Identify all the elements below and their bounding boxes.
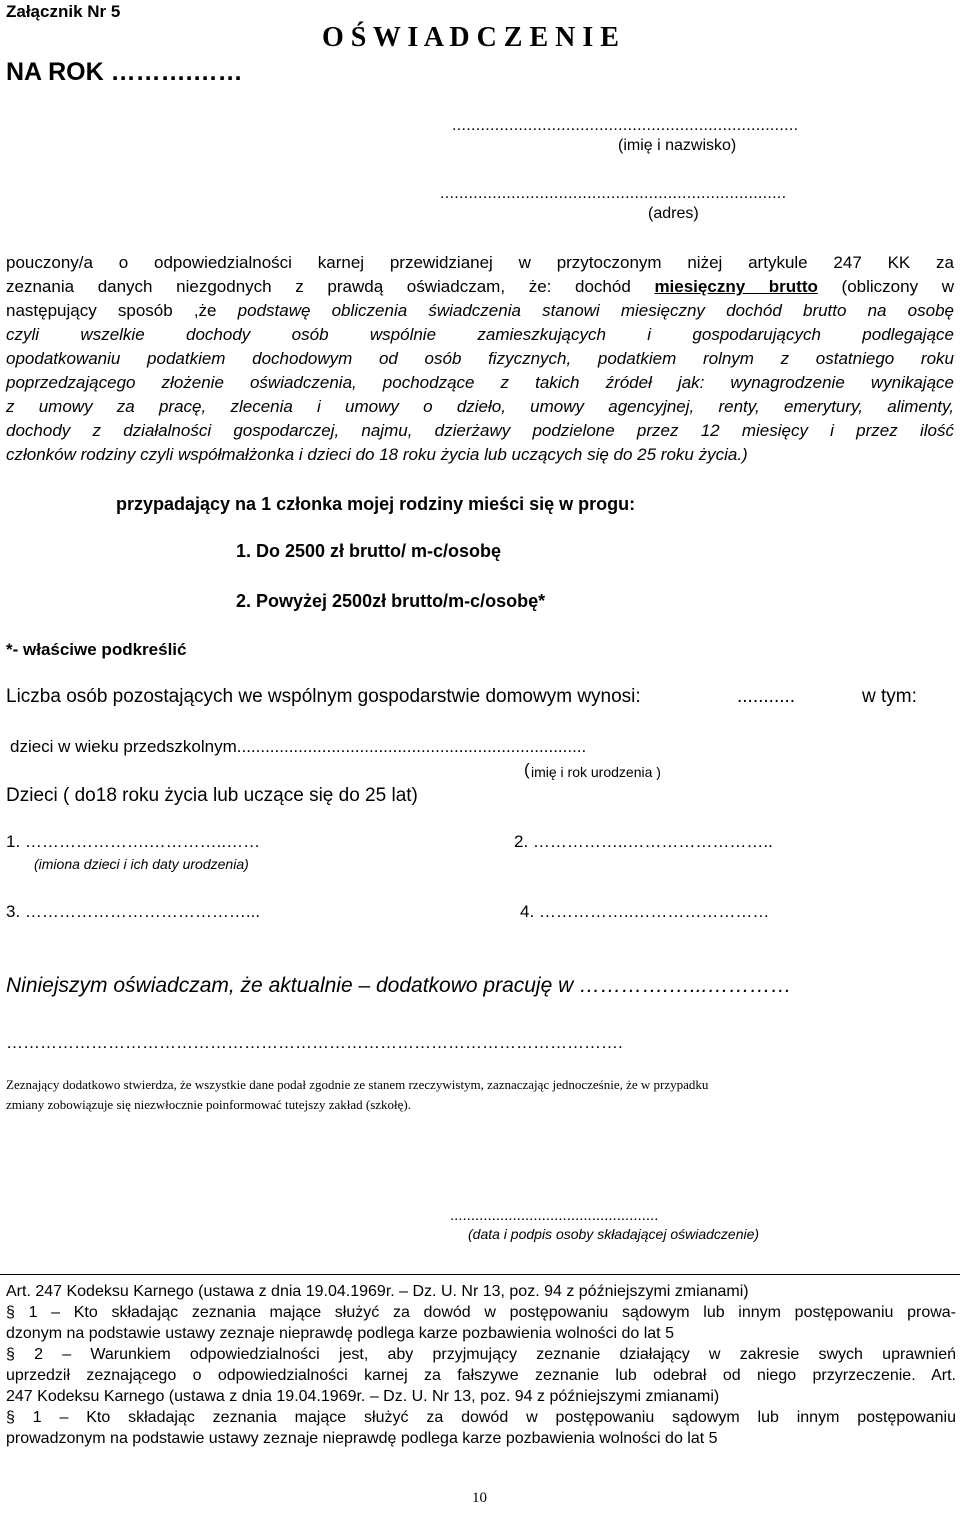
annex-label: Załącznik Nr 5	[6, 2, 121, 21]
in-that-label: w tym:	[862, 686, 917, 707]
name-caption: (imię i nazwisko)	[618, 137, 737, 154]
child-3-field[interactable]: 3. …………………………………...	[6, 902, 261, 921]
article-line-1: Art. 247 Kodeksu Karnego (ustawa z dnia 19.04.1969r. – Dz. U. Nr 13, poz. 94 z późniejszymi zmianami)	[6, 1283, 749, 1300]
page-title: O Ś W I A D C Z E N I E	[322, 22, 619, 53]
page-number: 10	[472, 1490, 487, 1506]
intro-line-7: z umowy za pracę, zlecenia i umowy o dzieło, umowy agencyjnej, renty, emerytury, alimenty,	[6, 397, 954, 416]
household-count-label: Liczba osób pozostających we wspólnym gospodarstwie domowym wynosi:	[6, 686, 641, 707]
address-caption: (adres)	[648, 205, 699, 222]
footnote-divider	[0, 1274, 960, 1275]
intro-line-5: opodatkowaniu podatkiem dochodowym od osób fizycznych, podatkiem rolnym z ostatniego roku	[6, 349, 954, 368]
children-caption: (imiona dzieci i ich daty urodzenia)	[34, 856, 249, 872]
article-line-5: uprzedził zeznającego o odpowiedzialności karnej za fałszywe zeznanie lub odebrał od niego przyrzeczenie. Art.	[6, 1367, 956, 1384]
threshold-option-1[interactable]: 1. Do 2500 zł brutto/ m-c/osobę	[236, 541, 502, 561]
preschool-caption-paren: (	[524, 760, 530, 779]
declarant-notice-line-2: zmiany zobowiązuje się niezwłocznie poinformować tutejszy zakład (szkołę).	[6, 1097, 412, 1112]
year-label: NA ROK ……….……	[6, 58, 243, 86]
signature-caption: (data i podpis osoby składającej oświadczenie)	[468, 1226, 760, 1242]
intro-line-1: pouczony/a o odpowiedzialności karnej przewidzianej w przytoczonym niżej artykule 247 KK za	[6, 253, 954, 272]
article-line-2: § 1 – Kto składając zeznania mające służyć za dowód w postępowaniu sądowym lub innym postępowaniu prowa-	[6, 1304, 956, 1321]
monthly-gross-emphasis: miesięczny brutto	[654, 277, 818, 296]
threshold-heading: przypadający na 1 członka mojej rodziny mieści się w progu:	[116, 494, 636, 514]
article-line-8: prowadzonym na podstawie ustawy zeznaje nieprawdę podlega karze pozbawienia wolności do lat 5	[6, 1430, 718, 1447]
article-line-4: § 2 – Warunkiem odpowiedzialności jest, aby przyjmujący zeznanie działający w zakresie swych uprawnień	[6, 1346, 956, 1363]
intro-line-2: zeznania danych niezgodnych z prawdą oświadczam, że: dochód miesięczny brutto (obliczony w	[6, 277, 954, 296]
signature-field[interactable]: ..................................................	[450, 1207, 659, 1224]
name-field[interactable]: .........................................................................	[452, 117, 799, 134]
household-count-field[interactable]: ...........	[737, 686, 796, 707]
article-247-text	[6, 1281, 956, 1449]
children-label: Dzieci ( do18 roku życia lub uczące się do 25 lat)	[6, 785, 418, 806]
intro-line-6: poprzedzającego złożenie oświadczenia, pochodzące z takich źródeł jak: wynagrodzenie wynikające	[6, 373, 954, 392]
child-2-field[interactable]: 2. ……………..……………………..	[514, 832, 773, 851]
child-4-field[interactable]: 4. ……………..……………………	[520, 902, 770, 921]
intro-line-3: następujący sposób ,że podstawę obliczenia świadczenia stanowi miesięczny dochód brutto na osobę	[6, 301, 954, 320]
declarant-notice-line-1: Zeznający dodatkowo stwierdza, że wszystkie dane podał zgodnie ze stanem rzeczywistym, zaznaczając jednocześnie, że w przypadku	[6, 1077, 709, 1092]
article-line-7: § 1 – Kto składając zeznania mające służyć za dowód w postępowaniu sądowym lub innym postępowaniu	[6, 1409, 956, 1426]
intro-line-4: czyli wszelkie dochody osób wspólnie zamieszkujących i gospodarujących podlegające	[6, 325, 954, 344]
intro-line-8: dochody z działalności gospodarczej, najmu, dzierżawy podzielone przez 12 miesięcy i przez ilość	[6, 421, 954, 440]
employment-continuation-field[interactable]: ……………………………………………………………………………………………….	[6, 1033, 623, 1052]
article-line-6: 247 Kodeksu Karnego (ustawa z dnia 19.04.1969r. – Dz. U. Nr 13, poz. 94 z późniejszymi zmianami)	[6, 1388, 720, 1405]
address-field[interactable]: .........................................................................	[440, 185, 787, 202]
threshold-option-2[interactable]: 2. Powyżej 2500zł brutto/m-c/osobę*	[236, 591, 546, 611]
article-line-3: dzonym na podstawie ustawy zeznaje nieprawdę podlega karze pozbawienia wolności do lat 5	[6, 1325, 674, 1342]
underline-footnote: *- właściwe podkreślić	[6, 640, 187, 659]
preschool-children-field[interactable]: dzieci w wieku przedszkolnym..........................................................................	[10, 737, 587, 756]
child-1-field[interactable]: 1. ………………….…………..……	[6, 832, 261, 851]
intro-line-9: członków rodziny czyli współmałżonka i dzieci do 18 roku życia lub uczących się do 25 roku życia.)	[6, 445, 748, 464]
preschool-caption: imię i rok urodzenia )	[531, 764, 661, 780]
employment-statement[interactable]: Niniejszym oświadczam, że aktualnie – dodatkowo pracuję w ………….…...…………	[6, 974, 792, 997]
intro-paragraph	[6, 251, 954, 467]
